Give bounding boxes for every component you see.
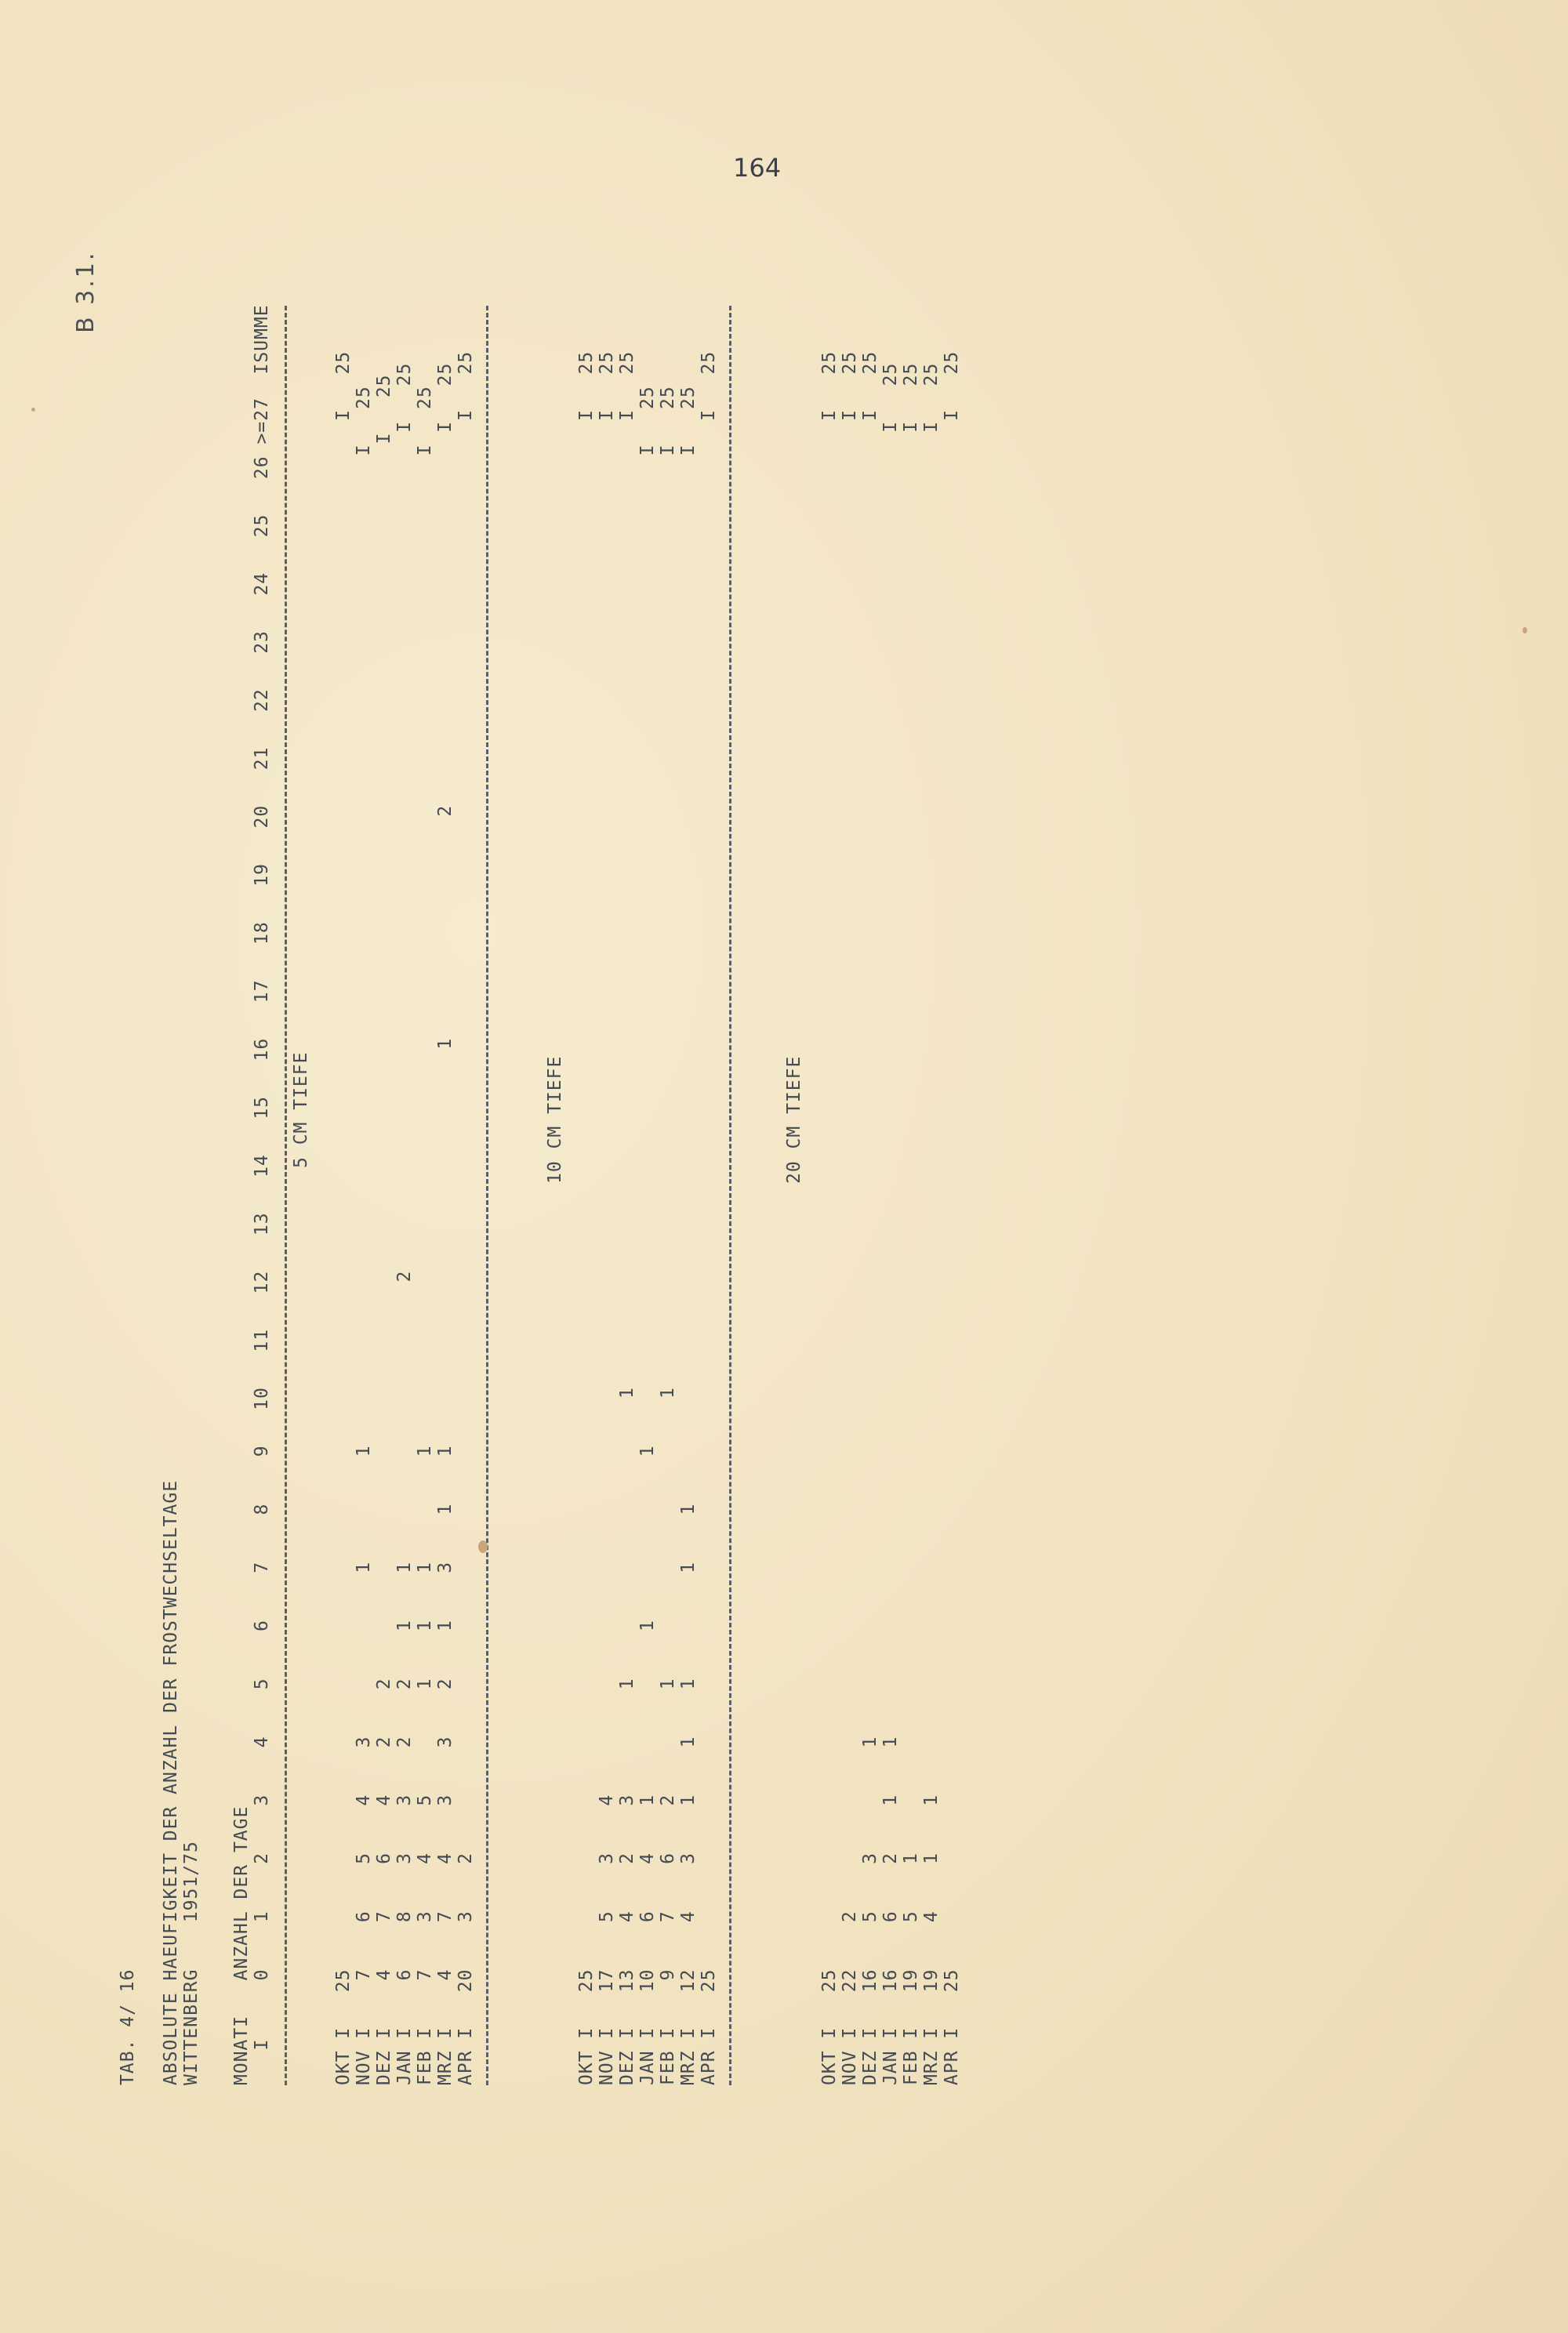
table-row: MRZ I 12 4 3 1 1 1 1 1 I 25 [678,386,699,2085]
paper-spot [1523,627,1527,633]
table-row: DEZ I 16 5 3 1 I 25 [860,350,880,2085]
table-row: JAN I 10 6 4 1 1 1 I 25 [637,386,658,2085]
section-code: B 3.1. [72,250,100,333]
paper-spot [478,1540,488,1553]
header-columns: I 0 1 2 3 4 5 6 7 8 9 10 11 12 13 14 15 16 17 18 19 20 21 22 23 24 25 26 >=27 ISUMME [252,304,272,2085]
table-row: OKT I 25 I 25 [333,350,354,2085]
paper-spot [31,408,35,412]
table-row: FEB I 19 5 1 I 25 [901,362,921,2085]
table-row: APR I 20 3 2 I 25 [456,350,476,2085]
table-title: ABSOLUTE HAEUFIGKEIT DER ANZAHL DER FROSTWECHSELTAGE [161,1479,181,2085]
table-row: OKT I 25 I 25 [576,350,597,2085]
table-subtitle: WITTENBERG 1951/75 [181,1841,201,2085]
table-label: TAB. 4/ 16 [118,1968,138,2085]
table-row: DEZ I 13 4 2 3 1 1 I 25 [617,350,637,2085]
table-row: APR I 25 I 25 [699,350,719,2085]
page-number: 164 [733,153,782,183]
header-divider [285,306,287,2085]
table-row: DEZ I 4 7 6 4 2 2 I 25 [374,374,394,2085]
table-row: NOV I 22 2 I 25 [840,350,860,2085]
table-row: OKT I 25 I 25 [819,350,840,2085]
section-title-10cm: 10 CM TIEFE [545,1055,565,1184]
table-row: JAN I 6 8 3 3 2 2 1 1 2 I 25 [394,362,415,2085]
table-row: MRZ I 4 7 4 3 3 2 1 3 1 1 1 2 I 25 [435,362,456,2085]
table-row: FEB I 9 7 6 2 1 1 I 25 [658,386,678,2085]
table-row: NOV I 17 5 3 4 I 25 [597,350,617,2085]
table-row: JAN I 16 6 2 1 1 I 25 [880,362,901,2085]
section-title-5cm: 5 CM TIEFE [291,1051,311,1168]
header-label: MONATI ANZAHL DER TAGE [231,1805,252,2085]
section-divider [486,306,488,2085]
table-row: MRZ I 19 4 1 1 I 25 [921,362,942,2085]
section-divider [729,306,731,2085]
table-row: NOV I 7 6 5 4 3 1 1 I 25 [354,386,374,2085]
frost-table [118,282,980,2085]
section-title-20cm: 20 CM TIEFE [784,1055,804,1184]
table-row: FEB I 7 3 4 5 1 1 1 1 I 25 [415,386,435,2085]
table-row: APR I 25 I 25 [942,350,962,2085]
